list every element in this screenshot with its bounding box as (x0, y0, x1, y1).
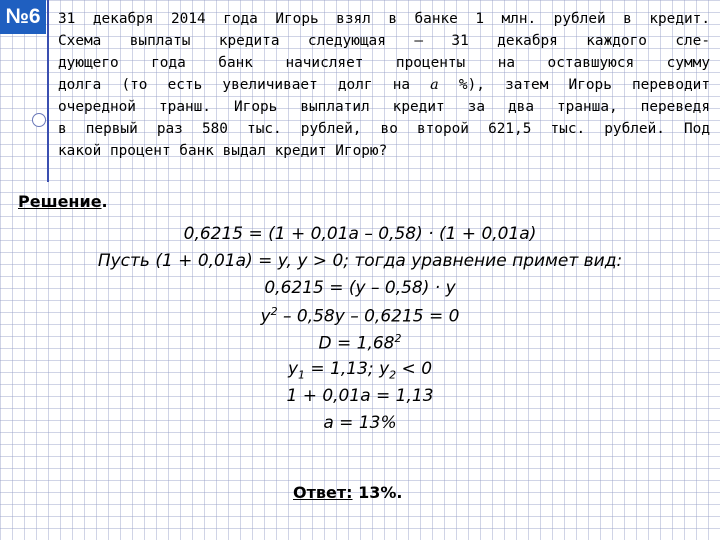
eq-part: y (287, 359, 299, 379)
eq-exponent: 2 (394, 332, 402, 345)
result-line: a = 13% (323, 413, 397, 433)
quadratic-equation (0, 305, 720, 327)
problem-line: очередной транш. Игорь выплатил кредит за два транша, переведя (58, 99, 710, 115)
heading-dot: . (101, 192, 108, 211)
variable-a: a (430, 77, 439, 93)
equation-3: 0,6215 = (y – 0,58) · y (264, 278, 456, 298)
substitution-line: Пусть (1 + 0,01a) = y, y > 0; тогда уравнение примет вид: (97, 251, 623, 271)
problem-text: %), затем Игорь переводит (438, 77, 710, 93)
eq-part: < 0 (396, 359, 433, 379)
problem-line: в первый раз 580 тыс. рублей, во второй 621,5 тыс. рублей. Под (58, 121, 710, 137)
eq-subscript: 1 (298, 368, 306, 382)
circle-marker-icon (32, 113, 46, 127)
equation-1: 0,6215 = (1 + 0,01a – 0,58) · (1 + 0,01a) (183, 224, 537, 244)
answer-label: Ответ: (293, 483, 353, 502)
problem-line: какой процент банк выдал кредит Игорю? (58, 143, 388, 159)
eq-subscript: 2 (389, 368, 397, 382)
eq-part: y (260, 306, 271, 327)
problem-line (58, 74, 710, 96)
answer-line (293, 483, 402, 502)
discriminant (0, 332, 720, 354)
solution-heading-text: Решение (18, 192, 102, 211)
problem-line: Схема выплаты кредита следующая – 31 декабря каждого сле- (58, 33, 710, 49)
slide-number-badge: №6 (0, 0, 46, 34)
problem-line: дующего года банк начисляет проценты на оставшуюся сумму (58, 55, 710, 71)
answer-value: 13%. (352, 483, 403, 502)
problem-statement (58, 8, 710, 162)
eq-part: – 0,58y – 0,6215 = 0 (277, 306, 460, 327)
equation-7: 1 + 0,01a = 1,13 (286, 386, 434, 406)
eq-part: D = 1,68 (318, 333, 395, 354)
problem-text: долга (то есть увеличивает долг на (58, 77, 431, 93)
problem-line: 31 декабря 2014 года Игорь взял в банке 1 млн. рублей в кредит. (58, 11, 710, 27)
roots-line (0, 359, 720, 381)
margin-rule (47, 0, 49, 182)
eq-exponent: 2 (270, 305, 278, 318)
solution-heading (18, 192, 108, 211)
eq-part: = 1,13; y (305, 359, 390, 379)
